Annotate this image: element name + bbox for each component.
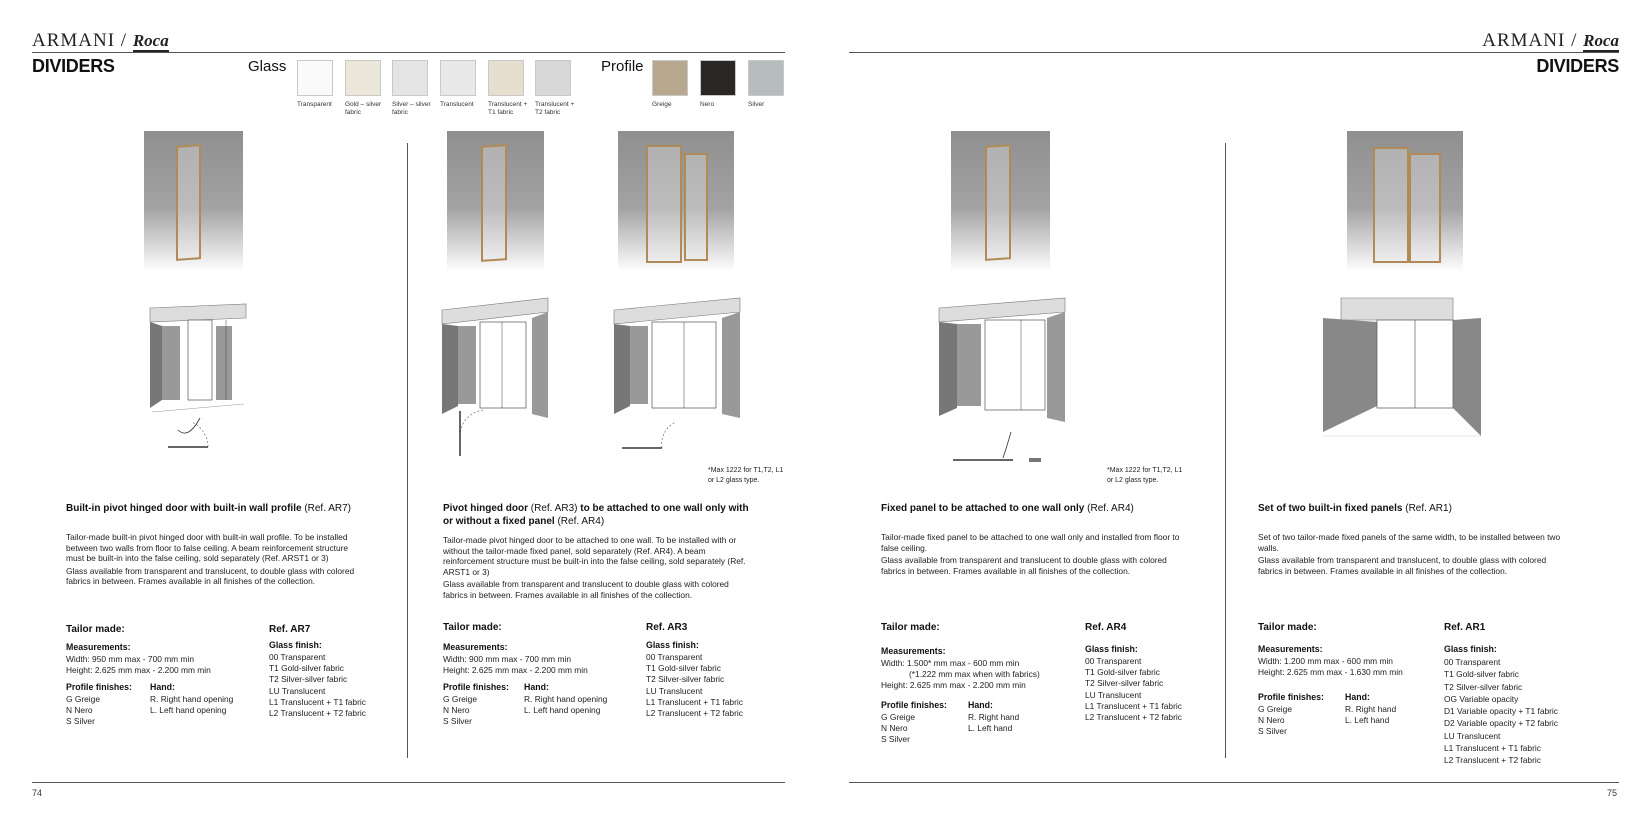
product-description: Set of two tailor-made fixed panels of the same width, to be installed between two walls. Glass available from transparent and translucent, to double glass with colored fabrics in between. Frames available in all finishes of the collection. xyxy=(1258,532,1561,576)
measurements: Width: 1.500* mm max - 600 mm min (*1.222 mm max when with fabrics) Height: 2.625 mm max - 2.200 mm min xyxy=(881,658,1040,691)
profile-swatch-caption: Nero xyxy=(700,101,715,108)
product-photo xyxy=(447,131,544,272)
product-photo xyxy=(1347,131,1463,272)
ref-heading: Ref. AR1 xyxy=(1444,622,1486,633)
hand-options: R. Right hand L. Left hand xyxy=(1345,704,1397,726)
profile-finishes: G Greige N Nero S Silver xyxy=(881,712,915,745)
column-divider xyxy=(407,143,408,758)
measurements-heading: Measurements: xyxy=(443,642,508,652)
hand-heading: Hand: xyxy=(1345,692,1370,702)
page-title: DIVIDERS xyxy=(1536,56,1619,76)
product-photo xyxy=(144,131,243,272)
page-number: 74 xyxy=(32,788,43,798)
glass-swatch[interactable] xyxy=(535,60,571,96)
brand-logo: ARMANI / Roca xyxy=(32,30,169,51)
glass-swatch-caption: Translucent xyxy=(440,101,474,108)
tailor-made-heading: Tailor made: xyxy=(1258,622,1317,633)
measurements-heading: Measurements: xyxy=(881,646,946,656)
installation-sketch xyxy=(937,296,1067,468)
right-page xyxy=(817,0,1633,817)
profile-finishes-heading: Profile finishes: xyxy=(443,682,509,692)
product-description: Tailor-made pivot hinged door to be attached to one wall. To be installed with or without the tailor-made fixed panel, sold separately (Ref. AR4). A beam reinforcement structure must be built-in into the false ceiling, sold separately (Ref. ARST1 or 3) Glass available from transparent and translucent to double glass with colored fabrics in between. Frames available in all finishes of the collection. xyxy=(443,535,746,600)
glass-finish-heading: Glass finish: xyxy=(269,640,322,650)
hand-options: R. Right hand opening L. Left hand opening xyxy=(524,694,608,716)
profile-swatch[interactable] xyxy=(748,60,784,96)
header-rule xyxy=(32,52,785,53)
profile-finishes: G Greige N Nero S Silver xyxy=(1258,704,1292,737)
profile-swatch[interactable] xyxy=(652,60,688,96)
glass-swatch-caption: Translucent + T1 fabric xyxy=(488,101,528,116)
page-title: DIVIDERS xyxy=(32,56,115,76)
glass-finish-list: 00 Transparent T1 Gold-silver fabric T2 Silver-silver fabric LU Translucent L1 Translucent + T1 fabric L2 Translucent + T2 fabric xyxy=(646,652,743,719)
footer-rule xyxy=(849,782,1619,783)
tailor-made-heading: Tailor made: xyxy=(443,622,502,633)
glass-swatch[interactable] xyxy=(345,60,381,96)
product-description: Tailor-made fixed panel to be attached to one wall only and installed from floor to false ceiling. Glass available from transparent and translucent to double glass with colored fabrics in between. Frames available in all finishes of the collection. xyxy=(881,532,1180,576)
glass-swatch[interactable] xyxy=(440,60,476,96)
glass-finish-list: 00 Transparent T1 Gold-silver fabric T2 Silver-silver fabric OG Variable opacity D1 Variable opacity + T1 fabric D2 Variable opacity + T2 fabric LU Translucent L1 Translucent + T1 fabric L2 Translucent + T2 fabric xyxy=(1444,657,1558,766)
ref-heading: Ref. AR3 xyxy=(646,622,688,633)
glass-swatch-caption: Gold – silver fabric xyxy=(345,101,382,116)
profile-finishes-heading: Profile finishes: xyxy=(1258,692,1324,702)
product-title: Pivot hinged door (Ref. AR3) to be attached to one wall only with or without a fixed panel (Ref. AR4) xyxy=(443,503,749,527)
installation-sketch xyxy=(440,296,550,466)
glass-finish-heading: Glass finish: xyxy=(1085,644,1138,654)
header-rule xyxy=(849,52,1619,53)
product-description: Tailor-made built-in pivot hinged door with built-in wall profile. To be installed between two walls from floor to false ceiling. A beam reinforcement structure must be built-in into the false ceiling, sold separately (Ref. ARST1 or 3) Glass available from transparent and translucent, to double glass with colored fabrics in between. Frames available in all finishes of the collection. xyxy=(66,532,355,587)
measurements: Width: 900 mm max - 700 mm min Height: 2.625 mm max - 2.200 mm min xyxy=(443,654,588,676)
hand-options: R. Right hand L. Left hand xyxy=(968,712,1020,734)
profile-swatch-caption: Greige xyxy=(652,101,672,108)
glass-swatch[interactable] xyxy=(392,60,428,96)
hand-heading: Hand: xyxy=(968,700,993,710)
installation-sketch xyxy=(612,296,742,466)
glass-finish-list: 00 Transparent T1 Gold-silver fabric T2 Silver-silver fabric LU Translucent L1 Translucent + T1 fabric L2 Translucent + T2 fabric xyxy=(269,652,366,719)
page-number: 75 xyxy=(1606,788,1617,798)
hand-heading: Hand: xyxy=(524,682,549,692)
left-page xyxy=(0,0,816,817)
profile-finishes-heading: Profile finishes: xyxy=(66,682,132,692)
brand-logo: ARMANI / Roca xyxy=(1482,30,1619,51)
profile-finishes: G Greige N Nero S Silver xyxy=(66,694,100,727)
product-photo xyxy=(618,131,734,272)
ref-heading: Ref. AR4 xyxy=(1085,622,1127,633)
installation-sketch xyxy=(1321,296,1491,456)
max-note: *Max 1222 for T1,T2, L1 or L2 glass type. xyxy=(1107,467,1183,484)
product-title: Built-in pivot hinged door with built-in wall profile (Ref. AR7) xyxy=(66,503,351,514)
glass-finish-heading: Glass finish: xyxy=(1444,644,1497,654)
glass-swatch-caption: Transparent xyxy=(297,101,332,108)
max-note: *Max 1222 for T1,T2, L1 or L2 glass type. xyxy=(708,467,784,484)
measurements: Width: 950 mm max - 700 mm min Height: 2.625 mm max - 2.200 mm min xyxy=(66,654,211,676)
glass-label: Glass xyxy=(248,58,287,75)
footer-rule xyxy=(32,782,785,783)
profile-label: Profile xyxy=(601,58,644,75)
ref-heading: Ref. AR7 xyxy=(269,624,311,635)
profile-finishes-heading: Profile finishes: xyxy=(881,700,947,710)
profile-swatch-caption: Silver xyxy=(748,101,765,108)
product-title: Set of two built-in fixed panels (Ref. AR1) xyxy=(1258,503,1452,514)
glass-swatch[interactable] xyxy=(297,60,333,96)
measurements-heading: Measurements: xyxy=(1258,644,1323,654)
product-photo xyxy=(951,131,1050,272)
glass-finish-list: 00 Transparent T1 Gold-silver fabric T2 Silver-silver fabric LU Translucent L1 Translucent + T1 fabric L2 Translucent + T2 fabric xyxy=(1085,656,1182,723)
column-divider xyxy=(1225,143,1226,758)
measurements: Width: 1.200 mm max - 600 mm min Height: 2.625 mm max - 1.630 mm min xyxy=(1258,656,1403,678)
installation-sketch xyxy=(148,300,248,465)
glass-swatch-caption: Translucent + T2 fabric xyxy=(535,101,575,116)
tailor-made-heading: Tailor made: xyxy=(66,624,125,635)
hand-options: R. Right hand opening L. Left hand opening xyxy=(150,694,234,716)
glass-swatch-caption: Silver – silver fabric xyxy=(392,101,431,116)
profile-finishes: G Greige N Nero S Silver xyxy=(443,694,477,727)
hand-heading: Hand: xyxy=(150,682,175,692)
tailor-made-heading: Tailor made: xyxy=(881,622,940,633)
glass-finish-heading: Glass finish: xyxy=(646,640,699,650)
product-title: Fixed panel to be attached to one wall only (Ref. AR4) xyxy=(881,503,1134,514)
profile-swatch[interactable] xyxy=(700,60,736,96)
measurements-heading: Measurements: xyxy=(66,642,131,652)
glass-swatch[interactable] xyxy=(488,60,524,96)
